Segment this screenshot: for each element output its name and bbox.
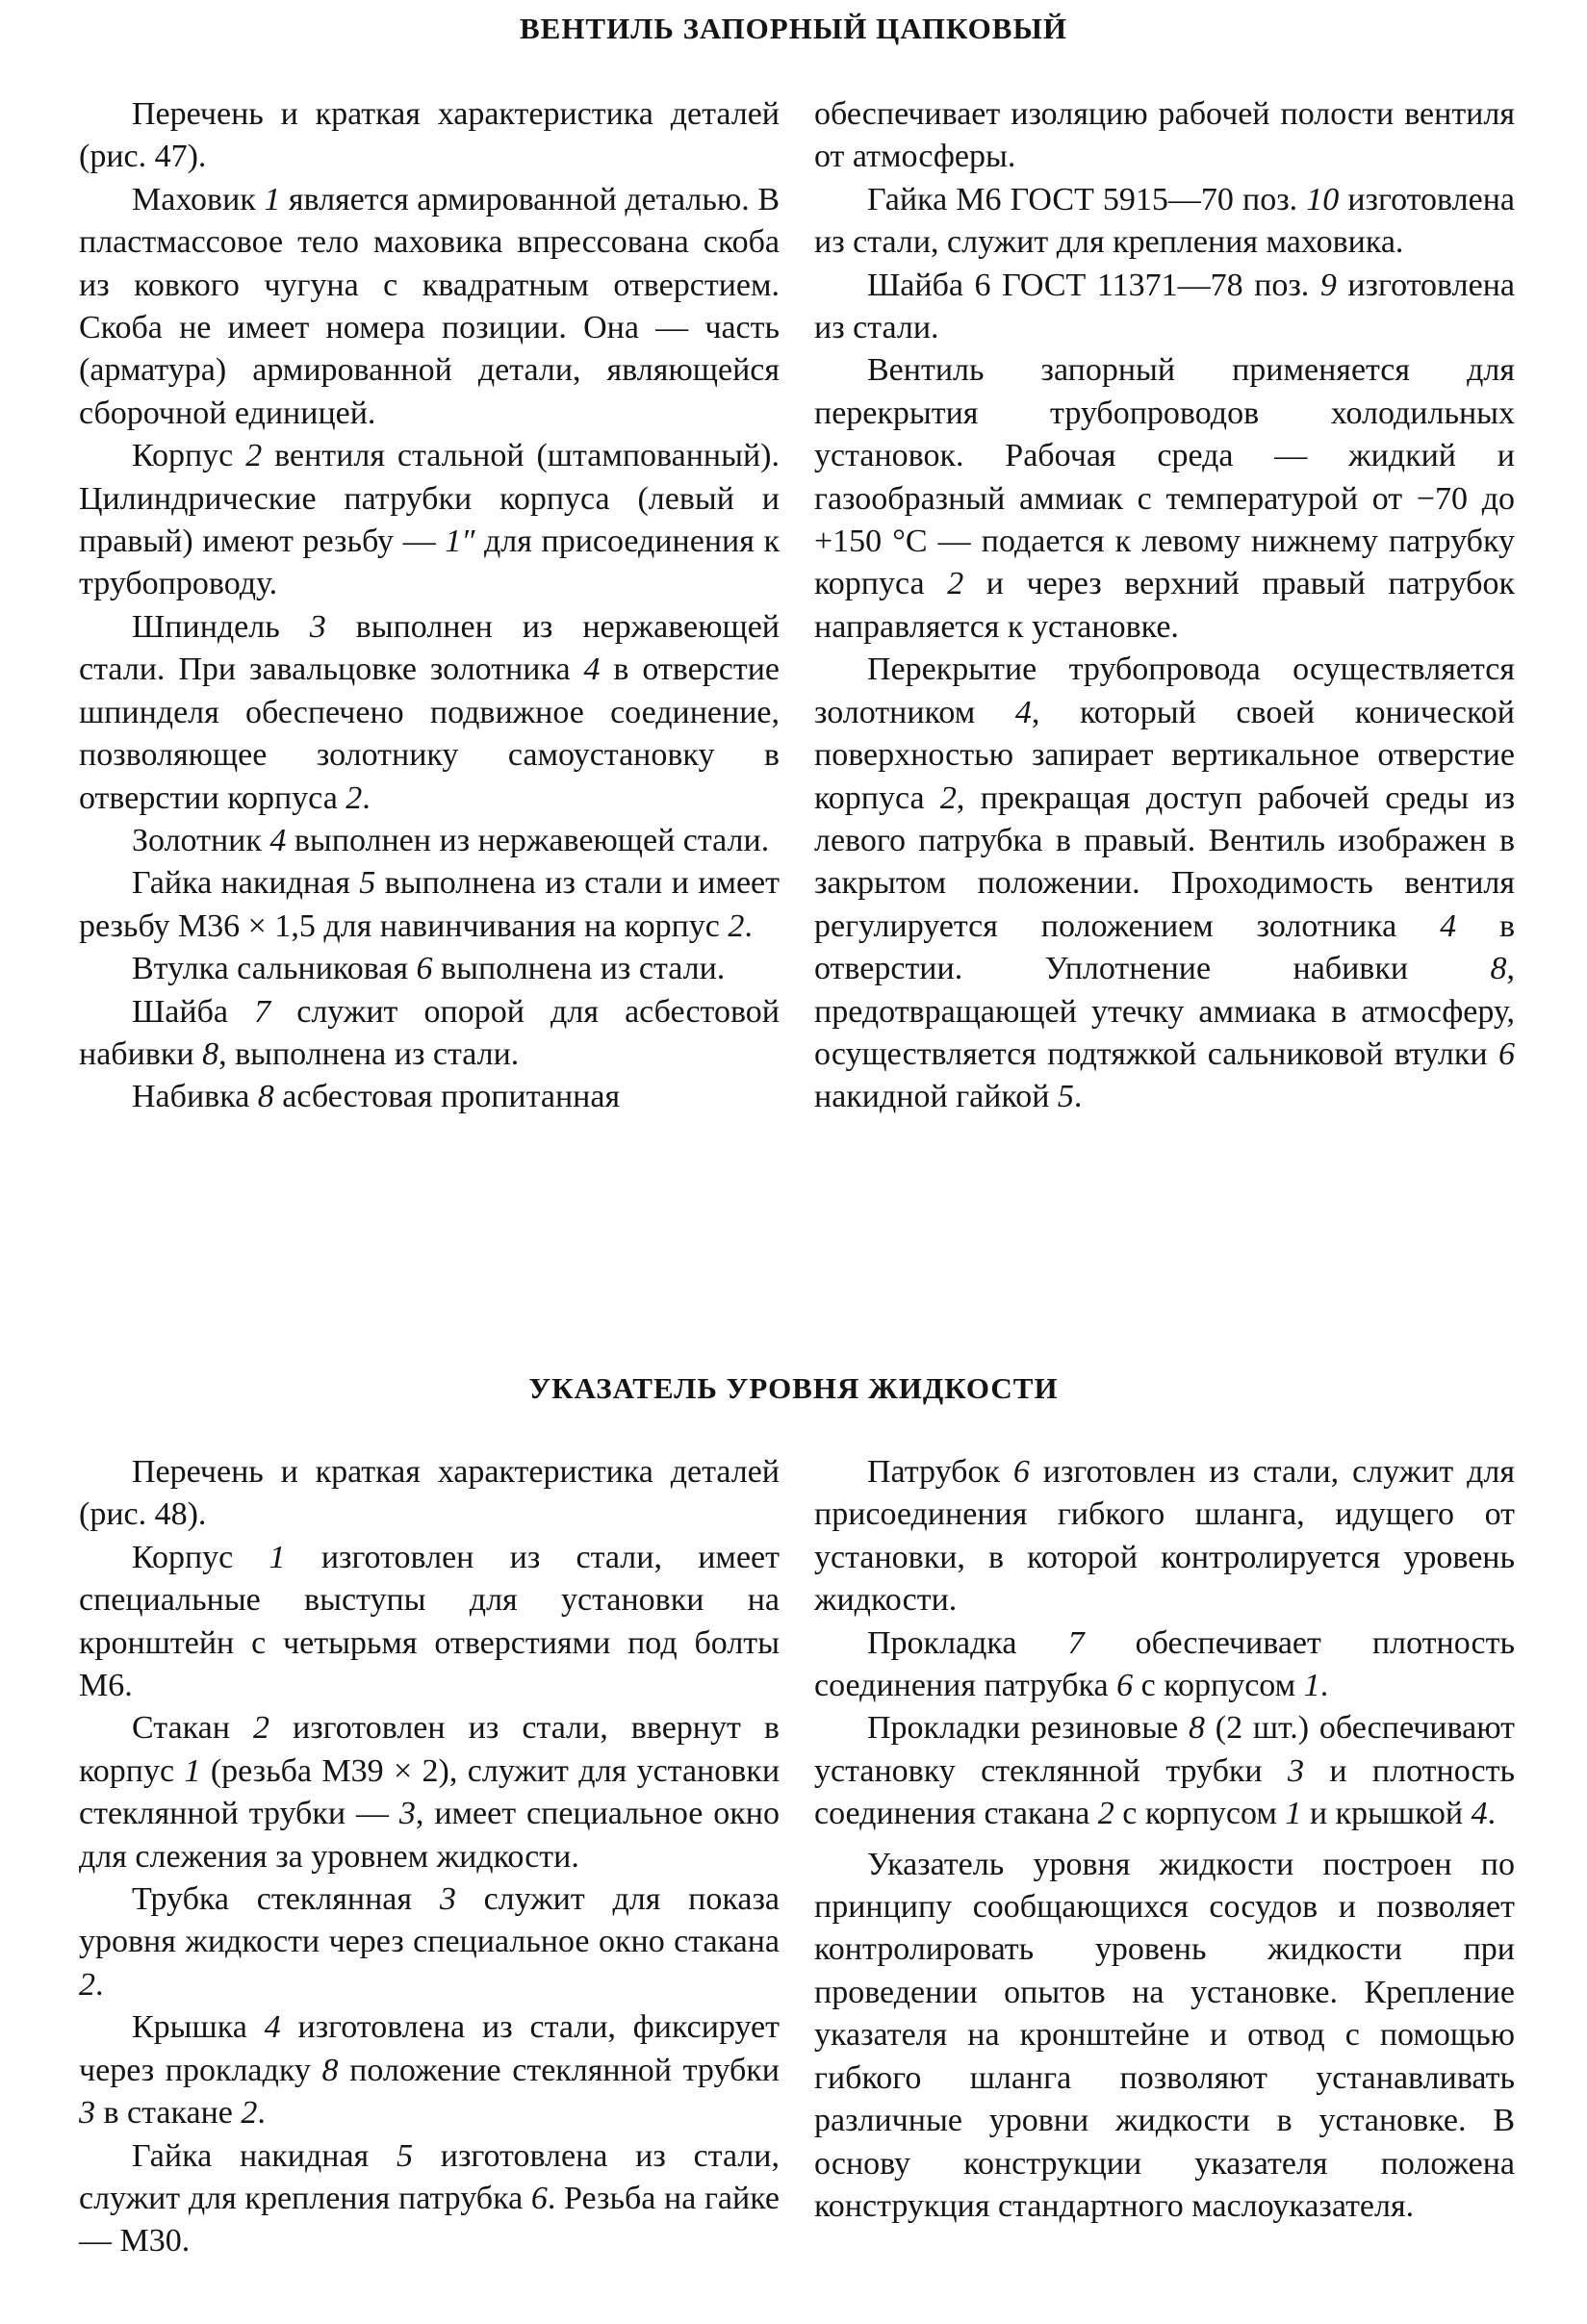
indicator-left-column [79, 1451, 780, 2263]
valve-left-column [79, 93, 780, 1119]
paragraph: Прокладка 7 обеспечивает плотность соединения патрубка 6 с корпусом 1. [814, 1624, 1515, 1704]
paragraph: Шпиндель 3 выполнен из нержавеющей стали. При завальцовке золотника 4 в отверстие шпинделя обеспечено подвижное соединение, позволяющее золотнику самоустановку в отверстии корпуса 2. [79, 608, 781, 816]
paragraph: Шайба 7 служит опорой для асбестовой набивки 8, выполнена из стали. [79, 993, 780, 1072]
paragraph: Патрубок 6 изготовлен из стали, служит для присоединения гибкого шланга, идущего от установки, в которой контролируется уровень жидкости. [814, 1454, 1515, 1619]
paragraph: Маховик 1 является армированной деталью. В пластмассовое тело маховика впрессована скоба из ковкого чугуна с квадратным отверстием. Скоба не имеет номера позиции. Она — часть (арматура) армированной детали, являющейся сборочной единицей. [79, 181, 780, 431]
paragraph: Стакан 2 изготовлен из стали, ввернут в корпус 1 (резьба М39 × 2), служит для установки стеклянной трубки — 3, имеет специальное окно для слежения за уровнем жидкости. [79, 1710, 781, 1875]
paragraph: Вентиль запорный применяется для перекрытия трубопроводов холодильных установок. Рабочая среда — жидкий и газообразный аммиак с температурой от −70 до +150 °С — подается к левому нижнему патрубку корпуса 2 и через верхний правый патрубок направляется к установке. [814, 352, 1515, 645]
paragraph: Указатель уровня жидкости построен по принципу сообщающихся сосудов и позволяет контролировать уровень жидкости при проведении опытов на установке. Крепление указателя на кронштейне и отвод с помощью гибкого шланга позволяют устанавливать различные уровни жидкости в установке. В основу конструкции указателя положена конструкция стандартного маслоуказателя. [814, 1846, 1515, 2224]
section-title-valve: ВЕНТИЛЬ ЗАПОРНЫЙ ЦАПКОВЫЙ [519, 12, 1068, 45]
paragraph: Корпус 1 изготовлен из стали, имеет специальные выступы для установки на кронштейн с четырьмя отверстиями под болты М6. [79, 1539, 780, 1704]
paragraph: Шайба 6 ГОСТ 11371—78 поз. 9 изготовлена из стали. [814, 267, 1515, 346]
paragraph: Гайка накидная 5 изготовлена из стали, служит для крепления патрубка 6. Резьба на гайке — М30. [79, 2137, 780, 2260]
paragraph: Набивка 8 асбестовая пропитанная [132, 1079, 621, 1115]
paragraph: Трубка стеклянная 3 служит для показа уровня жидкости через специальное окно стакана 2. [79, 1881, 780, 2003]
valve-right-column [814, 93, 1515, 1119]
paragraph: Гайка М6 ГОСТ 5915—70 поз. 10 изготовлена из стали, служит для крепления маховика. [814, 181, 1515, 261]
indicator-right-column [814, 1451, 1515, 2228]
paragraph: Перекрытие трубопровода осуществляется золотником 4, который своей конической поверхностью запирает вертикальное отверстие корпуса 2, прекращая доступ рабочей среды из левого патрубка в правый. Вентиль изображен в закрытом положении. Проходимость вентиля регулируется положением золотника 4 в отверстии. Уплотнение набивки 8, предотвращающей утечку аммиака в атмосферу, осуществляется подтяжкой сальниковой втулки 6 накидной гайкой 5. [814, 651, 1516, 1115]
paragraph: Перечень и краткая характеристика деталей (рис. 47). [79, 96, 780, 175]
paragraph: Втулка сальниковая 6 выполнена из стали. [132, 951, 726, 987]
paragraph: Прокладки резиновые 8 (2 шт.) обеспечивают установку стеклянной трубки 3 и плотность соединения стакана 2 с корпусом 1 и крышкой 4. [814, 1710, 1516, 1832]
paragraph: Золотник 4 выполнен из нержавеющей стали. [132, 822, 770, 858]
paragraph: Гайка накидная 5 выполнена из стали и имеет резьбу М36 × 1,5 для навинчивания на корпус 2. [79, 865, 780, 944]
paragraph: Перечень и краткая характеристика деталей (рис. 48). [79, 1454, 780, 1533]
section-title-level-indicator: УКАЗАТЕЛЬ УРОВНЯ ЖИДКОСТИ [528, 1371, 1059, 1405]
paragraph: обеспечивает изоляцию рабочей полости вентиля от атмосферы. [814, 96, 1515, 175]
paragraph: Корпус 2 вентиля стальной (штампованный). Цилиндрические патрубки корпуса (левый и правый) имеют резьбу — 1″ для присоединения к трубопроводу. [79, 438, 780, 602]
paragraph: Крышка 4 изготовлена из стали, фиксирует через прокладку 8 положение стеклянной трубки 3 в стакане 2. [79, 2009, 781, 2132]
